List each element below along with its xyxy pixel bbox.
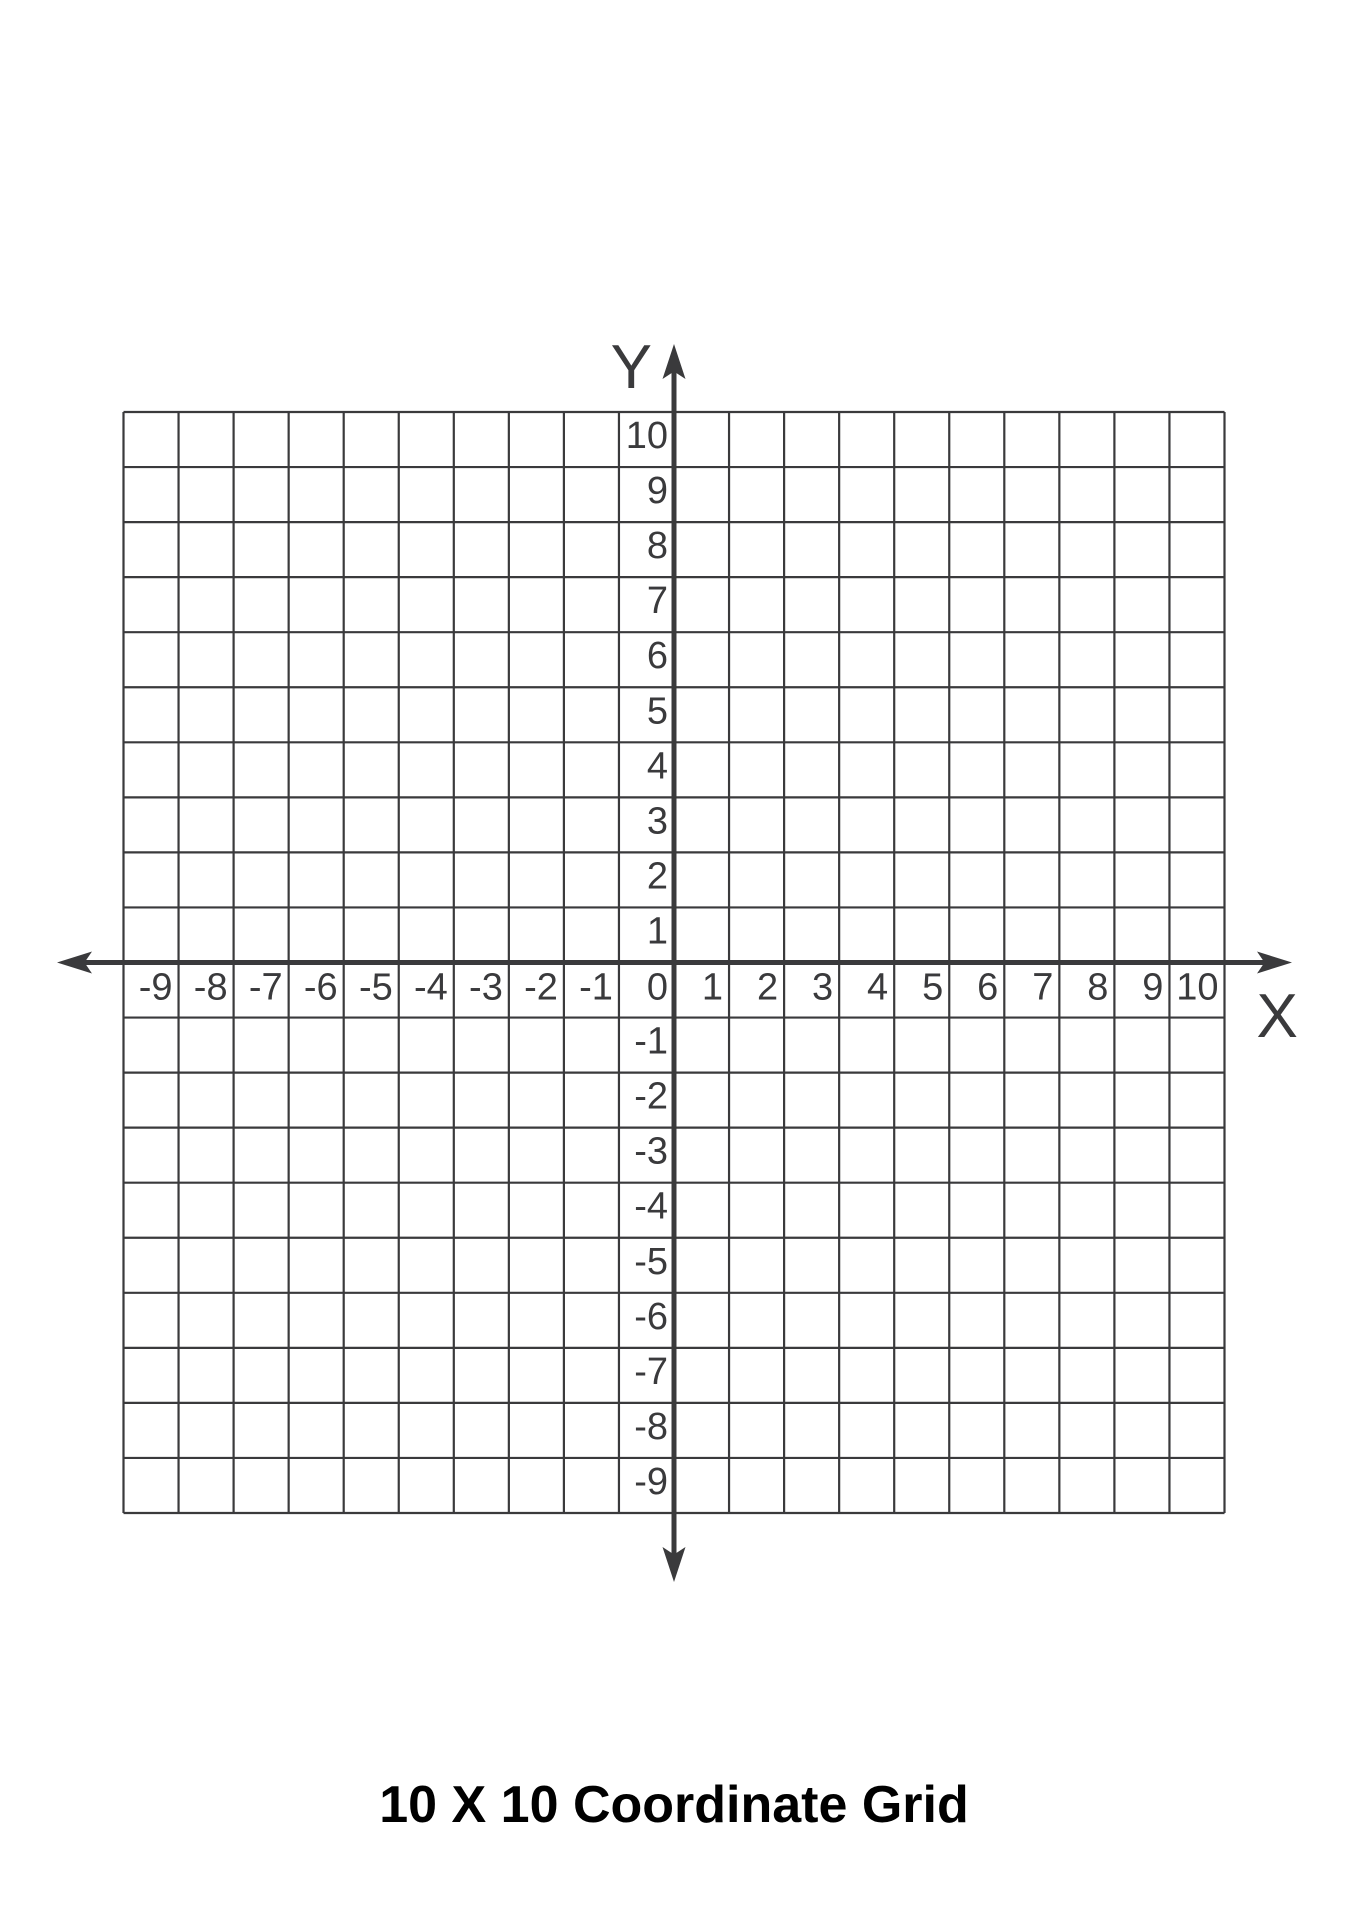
x-tick-label: 6 <box>977 966 999 1009</box>
x-tick-label: -8 <box>193 966 228 1009</box>
y-tick-label: -3 <box>634 1130 668 1173</box>
x-tick-label: -1 <box>579 966 613 1009</box>
x-tick-label: 9 <box>1142 966 1164 1009</box>
y-tick-label: -1 <box>634 1020 668 1063</box>
y-tick-label: 5 <box>646 690 668 733</box>
x-tick-label: 1 <box>701 966 724 1009</box>
y-tick-label: -4 <box>634 1185 668 1228</box>
y-tick-label: 10 <box>625 415 668 457</box>
x-axis-letter: X <box>1256 982 1298 1051</box>
y-tick-label: -5 <box>634 1240 668 1283</box>
x-tick-label: 0 <box>646 966 668 1009</box>
x-tick-label: 2 <box>756 966 779 1009</box>
y-tick-label: 6 <box>646 635 668 678</box>
y-tick-label: -7 <box>634 1350 668 1393</box>
x-tick-label: 10 <box>1176 966 1219 1009</box>
y-tick-label: -2 <box>634 1075 668 1118</box>
x-tick-label: 4 <box>867 966 889 1009</box>
x-tick-label: -2 <box>524 966 558 1009</box>
x-tick-label: -3 <box>469 966 503 1009</box>
y-tick-label: -8 <box>634 1405 668 1448</box>
y-tick-label: -6 <box>634 1295 668 1338</box>
x-tick-label: -4 <box>414 966 448 1009</box>
x-tick-label: -7 <box>248 966 283 1009</box>
y-tick-label: 4 <box>646 745 668 788</box>
y-tick-label: 7 <box>646 580 668 623</box>
x-tick-label: -9 <box>138 966 173 1009</box>
y-axis-letter: Y <box>610 333 652 402</box>
y-tick-label: 3 <box>646 800 668 843</box>
y-tick-label: -9 <box>634 1460 668 1503</box>
x-tick-label: -6 <box>303 966 338 1009</box>
x-tick-label: 3 <box>812 966 834 1009</box>
x-tick-label: 8 <box>1087 966 1109 1009</box>
y-tick-label: 1 <box>646 910 668 953</box>
y-tick-label: 2 <box>646 855 668 898</box>
x-tick-label: 5 <box>922 966 944 1009</box>
x-tick-label: -5 <box>358 966 393 1009</box>
y-tick-label: 8 <box>646 525 668 568</box>
y-tick-label: 9 <box>646 470 668 513</box>
x-tick-label: 7 <box>1032 966 1054 1009</box>
worksheet-title: 10 X 10 Coordinate Grid <box>379 1776 969 1834</box>
